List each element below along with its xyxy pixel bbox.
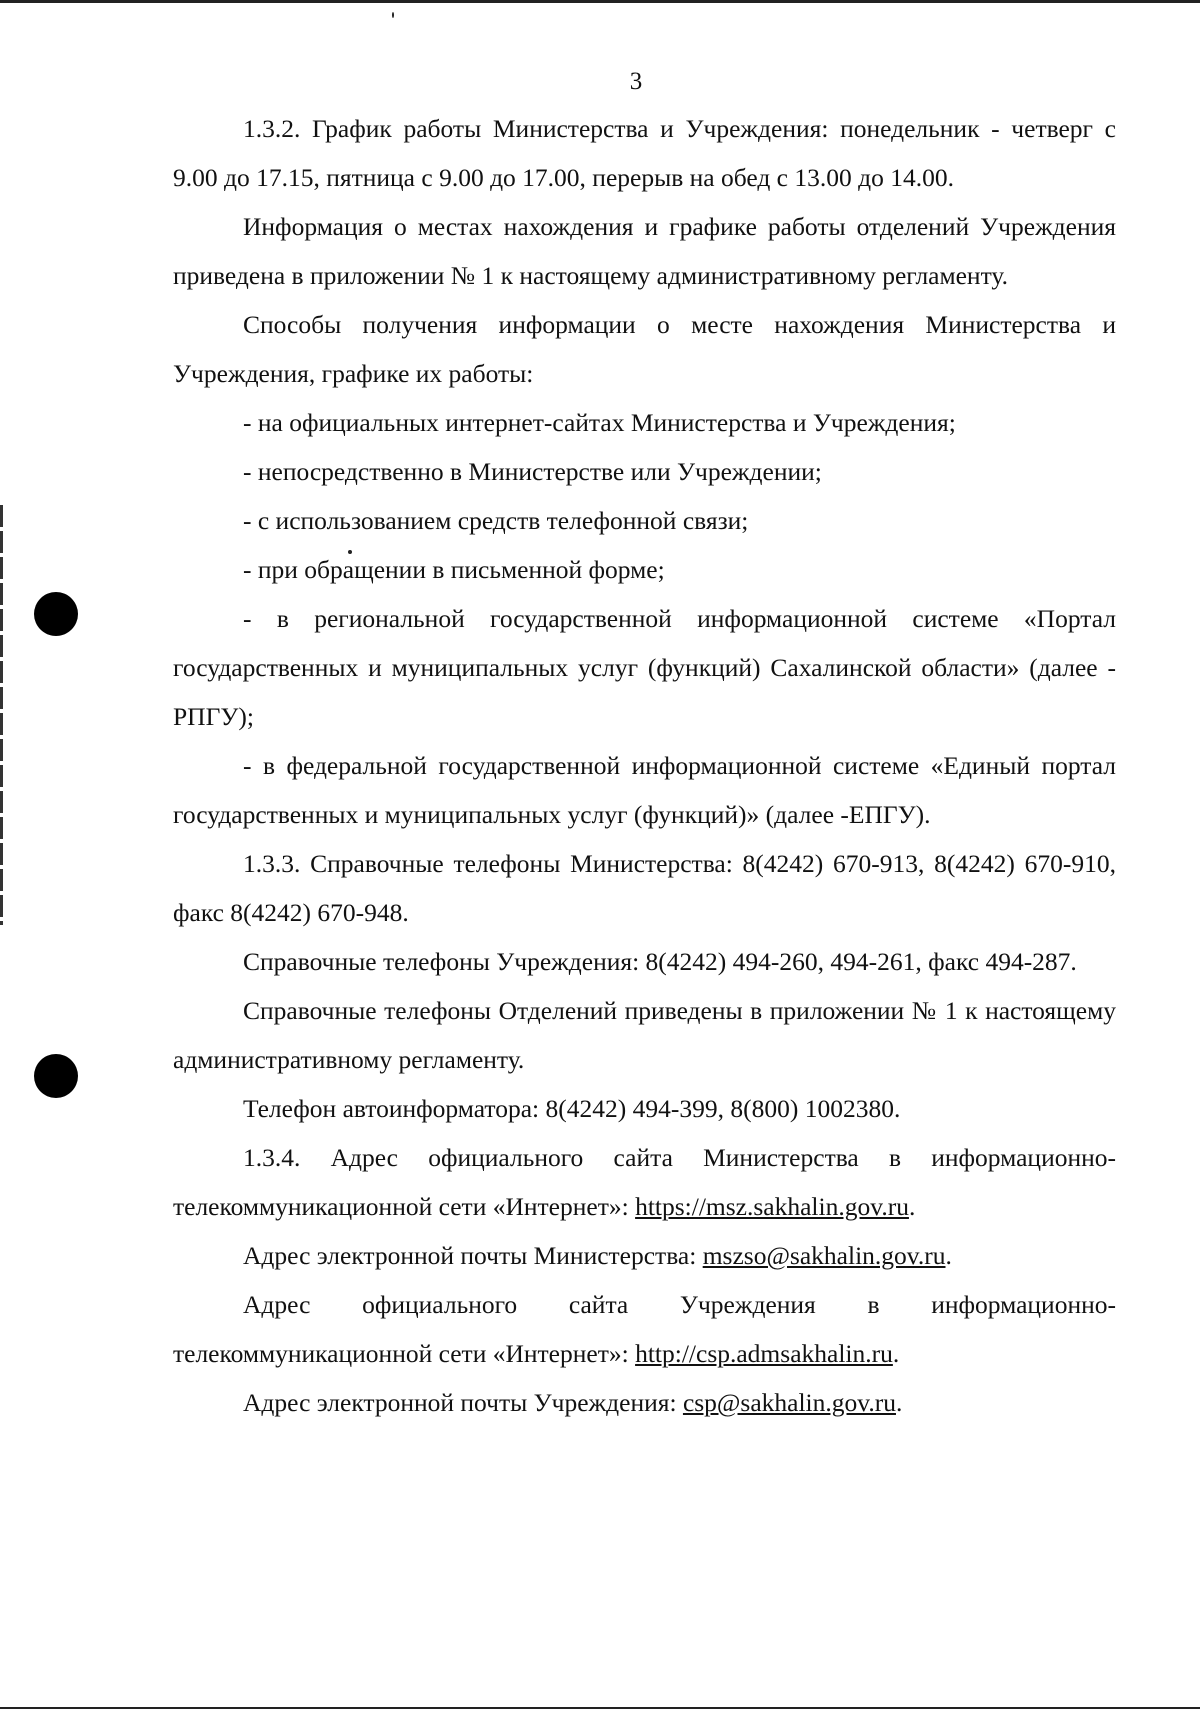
document-body	[173, 104, 1116, 1427]
institution-email-end: .	[895, 1388, 903, 1417]
paragraph-institution-email	[173, 1378, 1116, 1427]
list-item: - в федеральной государственной информационной системе «Единый портал государственных и муниципальных услуг (функций)» (далее -ЕПГУ).	[173, 751, 1116, 829]
paragraph-ministry-email	[173, 1231, 1116, 1280]
list-item: - на официальных интернет-сайтах Министерства и Учреждения;	[243, 408, 956, 437]
paragraph-ministry-phones: 1.3.3. Справочные телефоны Министерства: 8(4242) 670-913, 8(4242) 670-910, факс 8(4242) 670-948.	[173, 849, 1116, 927]
ministry-email-end: .	[945, 1241, 952, 1270]
institution-site-text: Адрес официального сайта Учреждения в информационно-телекоммуникационной сети «Интернет»:	[173, 1290, 1116, 1368]
paragraph-branches-info: Информация о местах нахождения и графике работы отделений Учреждения приведена в приложении № 1 к настоящему административному регламенту.	[173, 212, 1116, 290]
ministry-site-link[interactable]: https://msz.sakhalin.gov.ru	[635, 1192, 909, 1221]
punch-hole-bottom	[34, 1054, 78, 1098]
list-item: - при обращении в письменной форме;	[243, 555, 665, 584]
paragraph-institution-site	[173, 1280, 1116, 1378]
ministry-email-text: Адрес электронной почты Министерства:	[243, 1241, 703, 1270]
paragraph-branch-phones: Справочные телефоны Отделений приведены в приложении № 1 к настоящему административному регламенту.	[173, 996, 1116, 1074]
list-item: - с использованием средств телефонной связи;	[243, 506, 749, 535]
scan-bottom-edge	[0, 1707, 1200, 1709]
ministry-site-end: .	[908, 1192, 916, 1221]
ministry-site-text: 1.3.4. Адрес официального сайта Министерства в информационно-телекоммуникационной сети «Интернет»:	[173, 1143, 1116, 1221]
institution-site-end: .	[892, 1339, 900, 1368]
list-item: - в региональной государственной информационной системе «Портал государственных и муниципальных услуг (функций) Сахалинской области» (далее - РПГУ);	[173, 604, 1116, 731]
institution-email-text: Адрес электронной почты Учреждения:	[243, 1388, 683, 1417]
paragraph-autoinformer: Телефон автоинформатора: 8(4242) 494-399, 8(800) 1002380.	[243, 1094, 901, 1123]
paragraph-ministry-site	[173, 1133, 1116, 1231]
paragraph-schedule: 1.3.2. График работы Министерства и Учреждения: понедельник - четверг с 9.00 до 17.15, пятница с 9.00 до 17.00, перерыв на обед с 13.00 до 14.00.	[173, 114, 1116, 192]
scan-left-edge	[0, 505, 3, 925]
paragraph-institution-phones: Справочные телефоны Учреждения: 8(4242) 494-260, 494-261, факс 494-287.	[243, 947, 1077, 976]
page-number: 3	[629, 68, 643, 95]
paragraph-info-methods: Способы получения информации о месте нахождения Министерства и Учреждения, графике их работы:	[173, 310, 1116, 388]
punch-hole-top	[34, 592, 78, 636]
ministry-email-link[interactable]: mszso@sakhalin.gov.ru	[702, 1241, 946, 1270]
institution-email-link[interactable]: csp@sakhalin.gov.ru	[682, 1388, 896, 1417]
scan-top-edge	[0, 0, 1200, 3]
list-item: - непосредственно в Министерстве или Учреждении;	[243, 457, 822, 486]
institution-site-link[interactable]: http://csp.admsakhalin.ru	[635, 1339, 893, 1368]
scan-speck	[392, 12, 394, 18]
